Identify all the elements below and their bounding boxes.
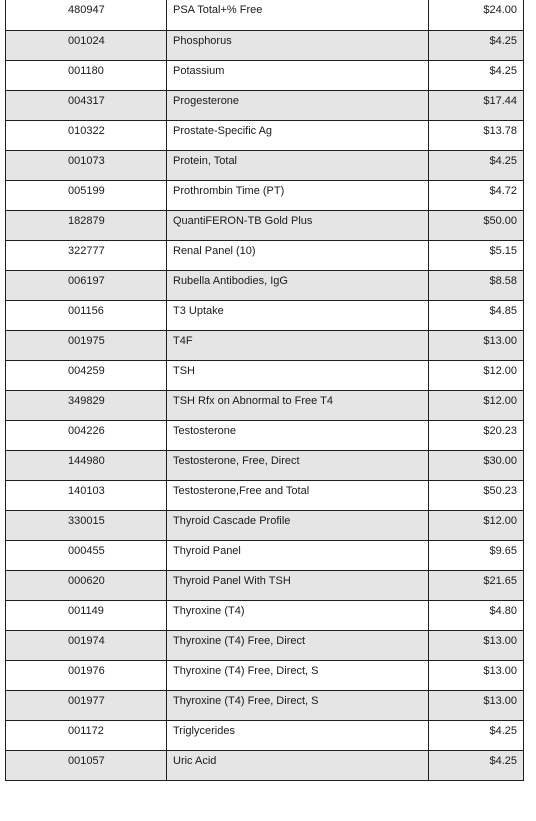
table-row [6,600,524,630]
test-price-cell: $4.25 [429,150,524,180]
test-code-cell: 005199 [6,180,167,210]
test-name-cell: Testosterone,Free and Total [167,480,429,510]
test-price-cell: $13.00 [429,690,524,720]
table-row [6,630,524,660]
test-code-cell: 001172 [6,720,167,750]
test-name-cell: Thyroxine (T4) Free, Direct, S [167,690,429,720]
table-row [6,120,524,150]
table-row [6,90,524,120]
test-price-cell: $4.72 [429,180,524,210]
test-name-cell: Rubella Antibodies, IgG [167,270,429,300]
test-price-cell: $9.65 [429,540,524,570]
test-name-cell: Prostate-Specific Ag [167,120,429,150]
test-code-cell: 000620 [6,570,167,600]
table-row [6,270,524,300]
test-price-cell: $4.25 [429,60,524,90]
table-row [6,180,524,210]
table-row [6,240,524,270]
test-code-cell: 001976 [6,660,167,690]
test-price-cell: $50.00 [429,210,524,240]
test-name-cell: Testosterone [167,420,429,450]
test-name-cell: Thyroxine (T4) Free, Direct, S [167,660,429,690]
test-price-cell: $12.00 [429,360,524,390]
test-code-cell: 001977 [6,690,167,720]
table-row [6,570,524,600]
test-price-cell: $5.15 [429,240,524,270]
test-price-cell: $13.78 [429,120,524,150]
test-name-cell: Prothrombin Time (PT) [167,180,429,210]
test-code-cell: 010322 [6,120,167,150]
table-row [6,660,524,690]
test-code-cell: 001073 [6,150,167,180]
test-name-cell: Uric Acid [167,750,429,780]
test-name-cell: Triglycerides [167,720,429,750]
test-code-cell: 144980 [6,450,167,480]
test-code-cell: 182879 [6,210,167,240]
test-name-cell: Progesterone [167,90,429,120]
test-price-cell: $24.00 [429,0,524,30]
test-name-cell: PSA Total+% Free [167,0,429,30]
table-row [6,30,524,60]
test-price-cell: $4.80 [429,600,524,630]
table-row [6,450,524,480]
table-row [6,330,524,360]
test-code-cell: 004226 [6,420,167,450]
table-row [6,480,524,510]
test-name-cell: Thyroxine (T4) Free, Direct [167,630,429,660]
table-row [6,360,524,390]
test-code-cell: 001149 [6,600,167,630]
test-name-cell: Testosterone, Free, Direct [167,450,429,480]
table-row [6,60,524,90]
test-code-cell: 004259 [6,360,167,390]
test-code-cell: 001180 [6,60,167,90]
test-code-cell: 330015 [6,510,167,540]
price-list-sheet [5,0,523,781]
test-name-cell: Thyroid Panel With TSH [167,570,429,600]
test-price-cell: $13.00 [429,330,524,360]
test-code-cell: 480947 [6,0,167,30]
table-row [6,210,524,240]
table-row [6,690,524,720]
test-name-cell: Phosphorus [167,30,429,60]
test-price-cell: $4.85 [429,300,524,330]
test-code-cell: 001974 [6,630,167,660]
table-row [6,750,524,780]
price-table [5,0,524,781]
test-price-cell: $4.25 [429,720,524,750]
test-price-cell: $8.58 [429,270,524,300]
test-price-cell: $50.23 [429,480,524,510]
table-row [6,720,524,750]
test-price-cell: $4.25 [429,30,524,60]
test-name-cell: Renal Panel (10) [167,240,429,270]
test-code-cell: 006197 [6,270,167,300]
test-name-cell: T4F [167,330,429,360]
table-row [6,540,524,570]
test-code-cell: 001024 [6,30,167,60]
test-code-cell: 001156 [6,300,167,330]
test-price-cell: $4.25 [429,750,524,780]
table-row [6,150,524,180]
price-table-body [6,0,524,780]
test-price-cell: $20.23 [429,420,524,450]
test-name-cell: Protein, Total [167,150,429,180]
test-name-cell: Potassium [167,60,429,90]
test-name-cell: T3 Uptake [167,300,429,330]
table-row [6,390,524,420]
test-code-cell: 001975 [6,330,167,360]
test-price-cell: $17.44 [429,90,524,120]
test-code-cell: 004317 [6,90,167,120]
table-row [6,420,524,450]
table-row [6,300,524,330]
test-name-cell: Thyroid Cascade Profile [167,510,429,540]
test-price-cell: $13.00 [429,630,524,660]
test-name-cell: QuantiFERON-TB Gold Plus [167,210,429,240]
test-name-cell: Thyroxine (T4) [167,600,429,630]
test-code-cell: 349829 [6,390,167,420]
test-code-cell: 140103 [6,480,167,510]
test-code-cell: 322777 [6,240,167,270]
test-name-cell: Thyroid Panel [167,540,429,570]
test-price-cell: $12.00 [429,390,524,420]
test-code-cell: 000455 [6,540,167,570]
test-price-cell: $30.00 [429,450,524,480]
table-row [6,0,524,30]
test-name-cell: TSH [167,360,429,390]
test-price-cell: $21.65 [429,570,524,600]
test-price-cell: $13.00 [429,660,524,690]
test-name-cell: TSH Rfx on Abnormal to Free T4 [167,390,429,420]
test-code-cell: 001057 [6,750,167,780]
test-price-cell: $12.00 [429,510,524,540]
table-row [6,510,524,540]
